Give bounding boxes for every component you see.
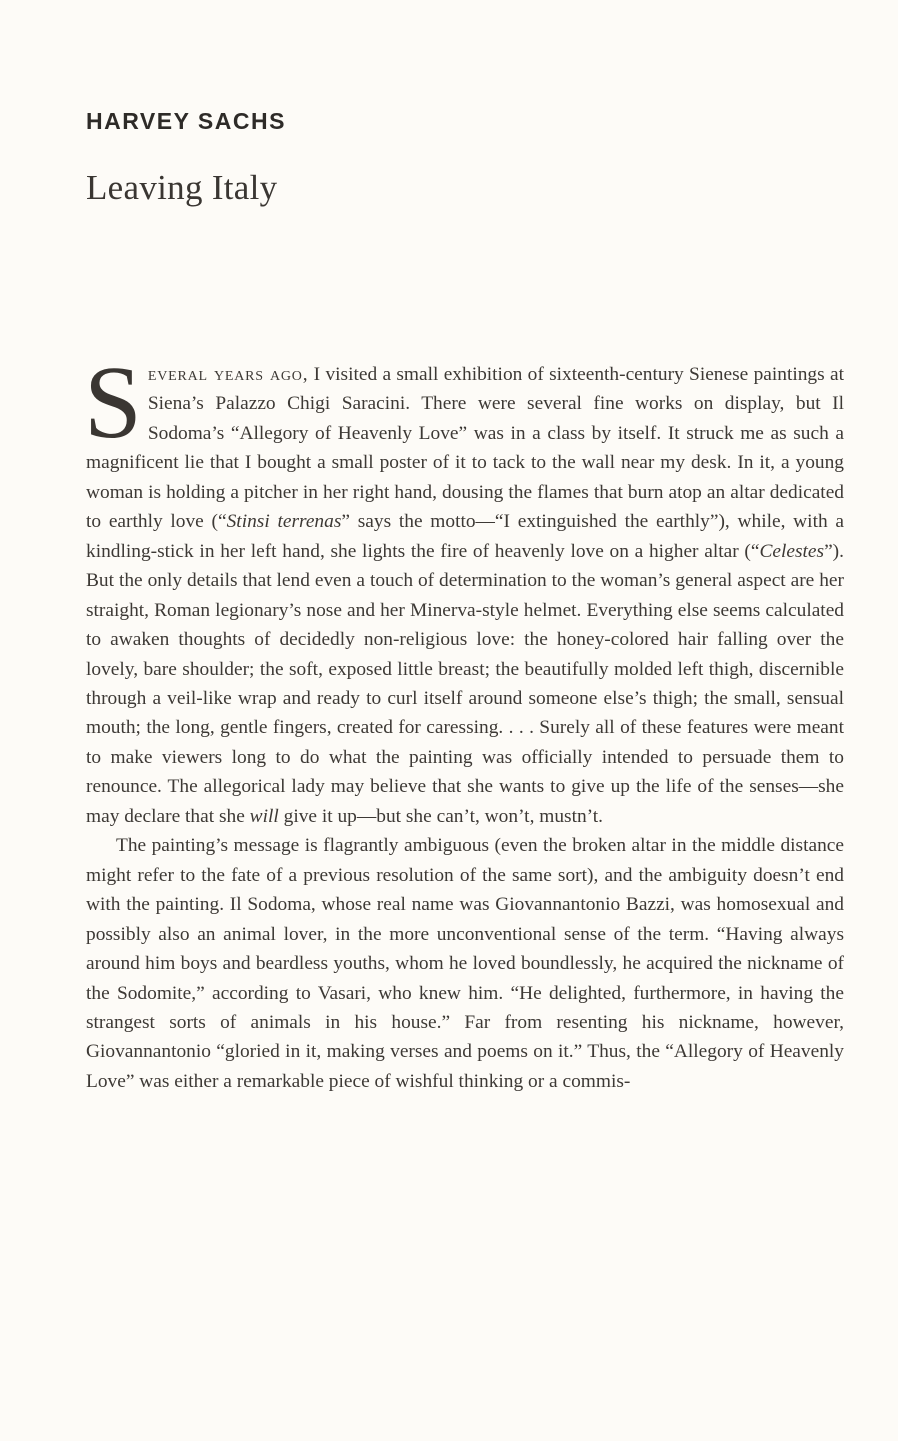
opening-small-caps: everal years ago, — [147, 364, 309, 385]
drop-cap: S — [84, 345, 142, 460]
italic-stinsi-terrenas: Stinsi terrenas — [226, 511, 342, 533]
paragraph-1-text-a: I visited a small exhibition of sixteenth-century Sienese paintings at Siena’s Palazzo Chigi Saracini. There were several fine works on display, but Il Sodoma’s “Allegory of Heavenly Love” was in a class by itself. It struck me as such a magnificent lie that I bought a small poster of it to tack to the wall near my desk. In it, a young woman is holding a pitcher in her right hand, dousing the flames that burn atop an altar dedicated to earthly love (“ — [86, 364, 844, 533]
essay-body — [84, 345, 845, 1096]
author-name: HARVEY SACHS — [86, 108, 286, 134]
italic-celestes: Celestes — [759, 540, 825, 562]
italic-will: will — [249, 805, 279, 827]
paragraph-1 — [84, 345, 845, 831]
essay-title: Leaving Italy — [86, 168, 278, 207]
paragraph-2: The painting’s message is flagrantly ambiguous (even the broken altar in the middle distance might refer to the fate of a previous resolution of the same sort), and the ambiguity doesn’t end with the painting. Il Sodoma, whose real name was Giovannantonio Bazzi, was homosexual and possibly also an animal lover, in the more unconventional sense of the term. “Having always around him boys and beardless youths, whom he loved boundlessly, he acquired the nickname of the Sodomite,” according to Vasari, who knew him. “He delighted, furthermore, in having the strangest sorts of animals in his house.” Far from resenting his nickname, however, Giovannantonio “gloried in it, making verses and poems on it.” Thus, the “Allegory of Heavenly Love” was either a remarkable piece of wishful thinking or a commis- — [86, 835, 844, 1092]
paragraph-1-text-d: give it up—but she can’t, won’t, mustn’t. — [278, 805, 604, 827]
paragraph-1-text-b: ” says the motto—“I extinguished the earthly”), while, with a kindling-stick in her left hand, she lights the fire of heavenly love on a higher altar (“ — [86, 511, 845, 562]
paragraph-1-text-c: ”). But the only details that lend even a touch of determination to the woman’s general aspect are her straight, Roman legionary’s nose and her Minerva-style helmet. Everything else seems calculated to awaken thoughts of decidedly non-religious love: the honey-colored hair falling over the lovely, bare shoulder; the soft, exposed little breast; the beautifully molded left thigh, discernible through a veil-like wrap and ready to curl itself around someone else’s thigh; the small, sensual mouth; the long, gentle fingers, created for caressing. . . . Surely all of these features were meant to make viewers long to do what the painting was officially intended to persuade them to renounce. The allegorical lady may believe that she wants to give up the life of the senses—she may declare that she — [86, 540, 844, 827]
